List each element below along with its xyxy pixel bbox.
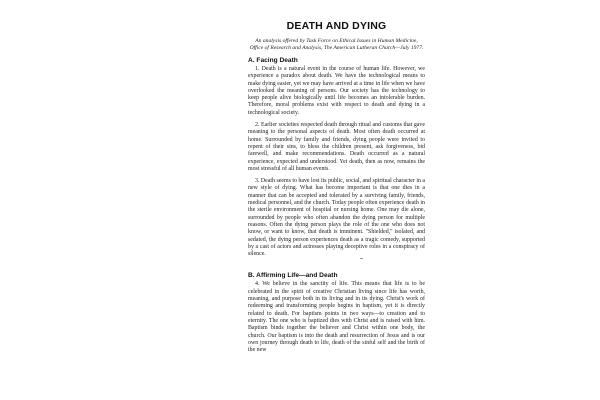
paragraph-3: 3. Death seems to have lost its public, social, and spiritual character in a new style of dying. What has become important is that one dies in a manner that can be accepted and tolerated by a surviving family, friends, medical personnel, and the church. Today people often experience death in the sterile environment of hospital or nursing home. One may die alone, surrounded by people who often abandon the dying person for multiple reasons. Often the dying person plays the role of the one who does not know, or want to know, that death is imminent. "Shielded," isolated, and sedated, the dying person experiences death as a tragic comedy, supported by a cast of actors and actresses playing deceptive roles in a conspiracy of silence. [248,178,425,258]
page-subtitle: An analysis offered by Task Force on Ethical Issues in Human Medicine, Office of Research and Analysis, The American Lutheran Church—July 1977. [249,38,424,51]
section-heading-affirming-life: B. Affirming Life—and Death [248,272,338,280]
scan-mark [360,258,363,259]
section-spacer [248,263,425,271]
section-heading-facing-death: A. Facing Death [248,57,298,64]
document-page [248,20,425,359]
paragraph-4: 4. We believe in the sanctity of life. This means that life is to be celebrated in the spirit of creative Christian living since life has worth, meaning, and purpose both in its living and in its dying. Christ's work of redeeming and transforming people begins in baptism, yet it is directly related to death. For baptism points in two ways—to creation and to eternity. The one who is baptized dies with Christ and is raised with him. Baptism binds together the believer and Christ within one body, the church. Our baptism is into the death and resurrection of Jesus and is our own journey through death to life, death of the sinful self and the birth of the new [248,281,425,354]
paragraph-2: 2. Earlier societies respected death through ritual and customs that gave meaning to the personal aspects of death. Most often death occurred at home. Surrounded by family and friends, dying people were invited to repent of their sins, to bless the children present, ask forgiveness, bid farewell, and make recommendations. Death occurred as a natural experience, expected and understood. Yet death, then as now, remains the most stressful of all human events. [248,122,425,172]
page-title: DEATH AND DYING [286,20,387,32]
paragraph-1: 1. Death is a natural event in the course of human life. However, we experience a paradox about death. We have the technological means to make dying easier, yet we may have arrived at a time in life when we have overlooked the meaning of persons. Our society has the technology to keep people alive biologically until life becomes an intolerable burden. Therefore, moral problems exist with respect to death and dying in a technological society. [248,66,425,116]
